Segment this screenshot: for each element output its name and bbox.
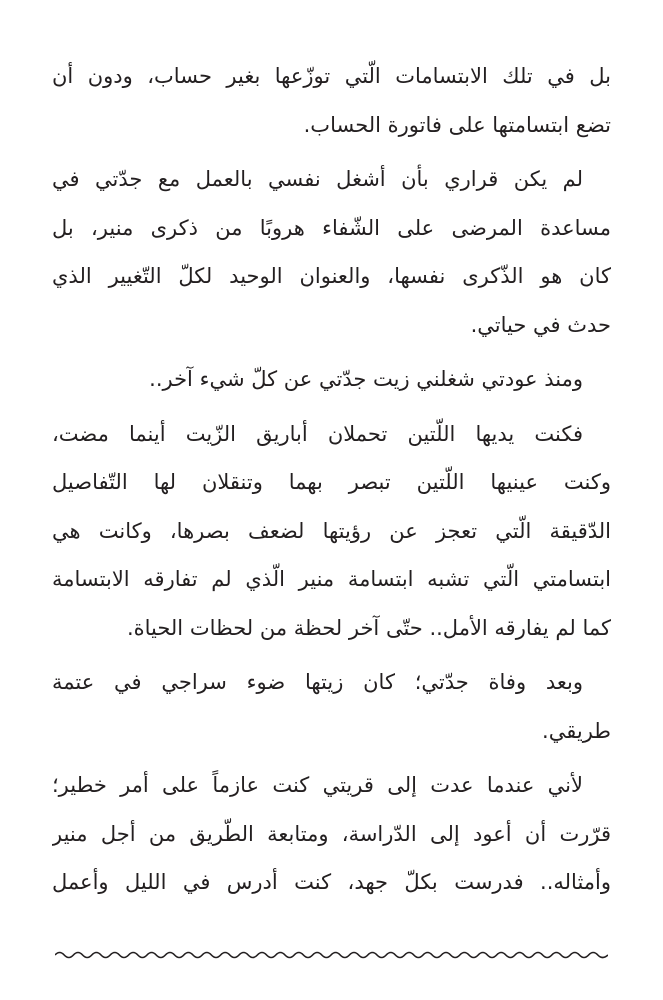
paragraph [52,658,611,755]
text-line: فكنت يديها اللّتين تحملان أباريق الزّيت أينما مضت، [52,421,583,446]
text-line: بل في تلك الابتسامات الّتي توزّعها بغير حساب، ودون أن [52,64,611,88]
paragraph [52,52,611,149]
text-line: كان هو الذّكرى نفسها، والعنوان الوحيد لكلّ التّغيير الذي [52,264,611,288]
text-line: مساعدة المرضى على الشّفاء هروبًا من ذكرى منير، بل [52,215,611,240]
wavy-divider-line [55,953,608,958]
paragraph [52,155,611,349]
text-line: ومنذ عودتي شغلني زيت جدّتي عن كلّ شيء آخر.. [149,367,583,391]
text-line: وبعد وفاة جدّتي؛ كان زيتها ضوء سراجي في عتمة [52,670,583,694]
text-line: لم يكن قراري بأن أشغل نفسي بالعمل مع جدّتي في [52,167,583,191]
wavy-divider [55,950,608,960]
text-line: وأمثاله.. فدرست بكلّ جهد، كنت أدرس في الليل وأعمل [52,870,611,894]
text-line: قرّرت أن أعود إلى الدّراسة، ومتابعة الطّريق من أجل منير [52,821,611,846]
paragraph [52,355,611,404]
text-line: لأني عندما عدت إلى قريتي كنت عازماً على أمر خطير؛ [52,773,583,797]
text-line: ابتسامتي الّتي تشبه ابتسامة منير الّذي لم تفارقه الابتسامة [52,567,611,591]
text-line: تضع ابتسامتها على فاتورة الحساب. [303,112,611,137]
text-line: طريقي. [542,718,611,743]
text-line: الدّقيقة الّتي تعجز عن رؤيتها لضعف بصرها، وكانت هي [52,518,611,543]
page-text [52,52,611,907]
paragraph [52,410,611,653]
text-line: كما لم يفارقه الأمل.. حتّى آخر لحظة من لحظات الحياة. [126,615,611,640]
text-line: وكنت عينيها اللّتين تبصر بهما وتنقلان لها التّفاصيل [52,470,611,494]
paragraph [52,761,611,907]
text-line: حدث في حياتي. [470,312,611,337]
